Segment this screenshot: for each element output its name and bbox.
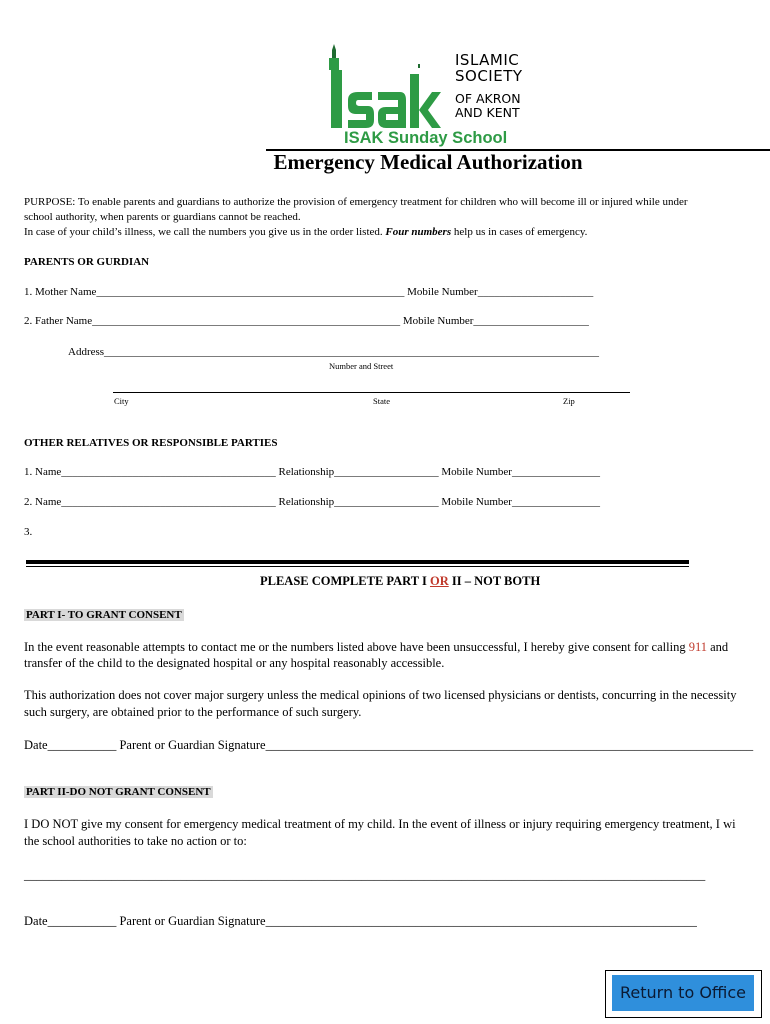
part2-para-line2: the school authorities to take no action or to: bbox=[24, 834, 247, 848]
purpose-line-3-suffix: help us in cases of emergency. bbox=[451, 226, 588, 238]
page-title: Emergency Medical Authorization bbox=[273, 150, 583, 174]
part1-para2-line2: such surgery, are obtained prior to the performance of such surgery. bbox=[24, 705, 362, 719]
return-to-office-label: Return to Office bbox=[612, 975, 754, 1011]
mother-name-field[interactable]: 1. Mother Name________________________________________________________ Mobile Number_____________________ bbox=[24, 286, 594, 298]
part2-para-line1: I DO NOT give my consent for emergency medical treatment of my child. In the event of illness or injury requiring emergency treatment, I wi bbox=[24, 817, 736, 831]
purpose-line-3-prefix: In case of your child’s illness, we call the numbers you give us in the order listed. bbox=[24, 226, 386, 238]
part1-para1-prefix: In the event reasonable attempts to contact me or the numbers listed above have been unsuccessful, I hereby give consent for calling bbox=[24, 640, 689, 654]
logo-wordmark bbox=[455, 52, 523, 84]
purpose-line-2: school authority, when parents or guardians cannot be reached. bbox=[24, 211, 301, 223]
parents-heading: PARENTS OR GURDIAN bbox=[24, 256, 150, 268]
state-label: State bbox=[373, 396, 390, 406]
relative-row-2[interactable]: 2. Name_______________________________________ Relationship___________________ Mobile Number________________ bbox=[24, 496, 600, 508]
logo-line4: AND KENT bbox=[455, 105, 520, 120]
or-emphasis: OR bbox=[429, 574, 449, 588]
section-divider bbox=[26, 560, 689, 564]
city-state-zip-line bbox=[113, 392, 630, 393]
instruction-prefix: PLEASE COMPLETE PART I bbox=[260, 574, 430, 588]
minaret-icon bbox=[327, 44, 341, 70]
school-name: ISAK Sunday School bbox=[344, 129, 508, 147]
crescent-icon bbox=[414, 54, 424, 68]
part2-signature-field[interactable]: Date___________ Parent or Guardian Signature_____________________________________________________________________ bbox=[24, 914, 697, 928]
isak-logo-mark bbox=[326, 70, 441, 130]
emergency-911: 911 bbox=[688, 640, 707, 654]
instruction-suffix: II – NOT BOTH bbox=[448, 574, 541, 588]
part1-para1-line1 bbox=[24, 640, 728, 655]
part2-blank-line[interactable]: _____________________________________________________________________________________________________________ bbox=[24, 868, 706, 882]
purpose-line-3 bbox=[24, 226, 587, 238]
logo-line2: SOCIETY bbox=[455, 67, 523, 85]
part2-heading: PART II-DO NOT GRANT CONSENT bbox=[26, 786, 211, 798]
address-field[interactable]: Address__________________________________________________________________________________________ bbox=[68, 346, 600, 358]
relative-row-3[interactable]: 3. bbox=[24, 526, 33, 538]
street-label: Number and Street bbox=[329, 361, 394, 371]
city-label: City bbox=[114, 396, 129, 406]
father-name-field[interactable]: 2. Father Name________________________________________________________ Mobile Number_____________________ bbox=[24, 315, 589, 327]
logo-line1: ISLAMIC bbox=[455, 51, 520, 69]
part1-signature-field[interactable]: Date___________ Parent or Guardian Signature______________________________________________________________________________ bbox=[24, 738, 754, 752]
relatives-heading: OTHER RELATIVES OR RESPONSIBLE PARTIES bbox=[24, 437, 278, 449]
part1-para1-line2: transfer of the child to the designated hospital or any hospital reasonably accessible. bbox=[24, 656, 445, 670]
zip-label: Zip bbox=[563, 396, 575, 406]
four-numbers-emphasis: Four numbers bbox=[385, 226, 452, 238]
part1-heading: PART I- TO GRANT CONSENT bbox=[26, 609, 182, 621]
logo-line3: OF AKRON bbox=[455, 91, 521, 106]
complete-instruction bbox=[260, 574, 540, 589]
logo-subline bbox=[455, 92, 521, 120]
relative-row-1[interactable]: 1. Name_______________________________________ Relationship___________________ Mobile Number________________ bbox=[24, 466, 600, 478]
purpose-line-1: PURPOSE: To enable parents and guardians to authorize the provision of emergency treatment for children who will become ill or injured while under bbox=[24, 196, 688, 208]
return-to-office-button[interactable] bbox=[605, 970, 762, 1018]
part1-para1-suffix: and bbox=[707, 640, 729, 654]
section-divider-thin bbox=[26, 566, 689, 567]
part1-para2-line1: This authorization does not cover major surgery unless the medical opinions of two licensed physicians or dentists, concurring in the necessity bbox=[24, 688, 737, 702]
